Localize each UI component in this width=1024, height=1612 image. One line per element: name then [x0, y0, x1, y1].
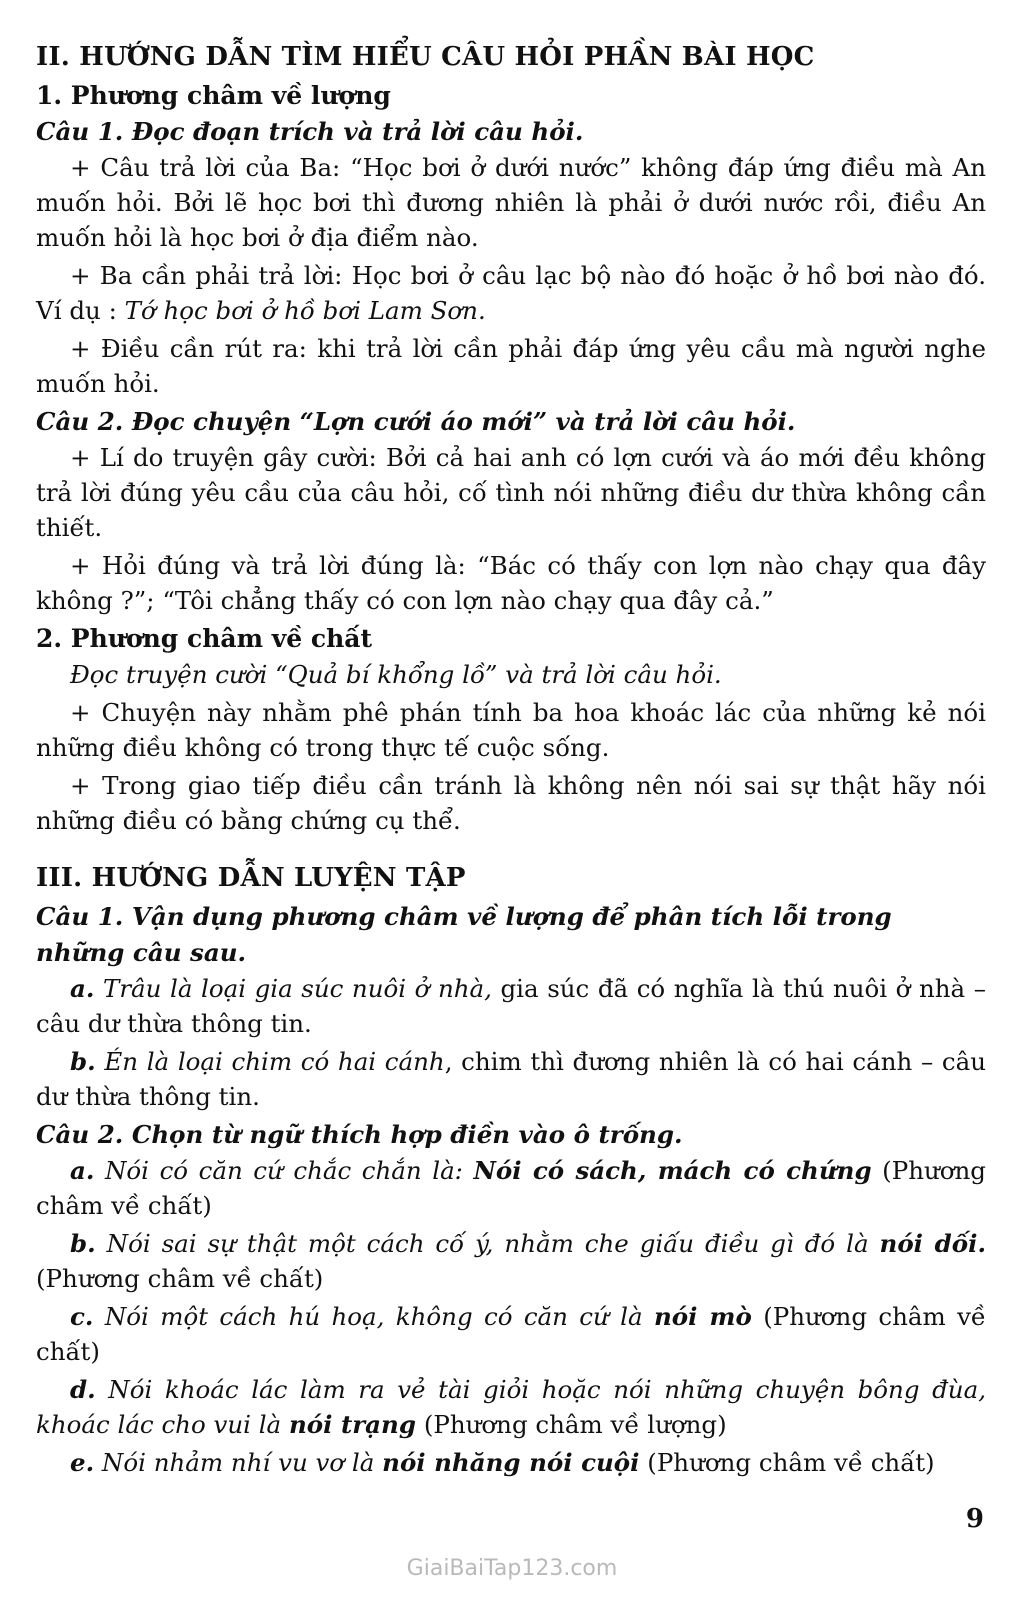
exercise-1-heading: Câu 1. Vận dụng phương châm về lượng để phân tích lỗi trong những câu sau.	[36, 902, 892, 967]
answer-a	[36, 971, 986, 1041]
instruction-text: Đọc truyện cười “Quả bí khổng lồ” và trả lời câu hỏi.	[70, 660, 722, 689]
paragraph: + Chuyện này nhằm phê phán tính ba hoa khoác lác của những kẻ nói những điều không có trong thực tế cuộc sống.	[36, 698, 986, 762]
part-2-heading: 2. Phương châm về chất	[36, 624, 373, 653]
item-label: c.	[70, 1302, 94, 1331]
paragraph: + Lí do truyện gây cười: Bởi cả hai anh có lợn cưới và áo mới đều không trả lời đúng yêu cầu của câu hỏi, cố tình nói những điều dư thừa không cần thiết.	[36, 443, 986, 542]
item-note: (Phương châm về chất)	[36, 1302, 986, 1366]
question-1-heading: Câu 1. Đọc đoạn trích và trả lời câu hỏi.	[36, 117, 584, 146]
question-2-heading: Câu 2. Đọc chuyện “Lợn cưới áo mới” và trả lời câu hỏi.	[36, 407, 796, 436]
item-text: Nói một cách hú hoạ, không có căn cứ là	[104, 1302, 654, 1331]
item-note: (Phương châm về chất)	[36, 1264, 324, 1293]
paragraph: + Hỏi đúng và trả lời đúng là: “Bác có thấy con lợn nào chạy qua đây không ?”; “Tôi chẳng thấy có con lợn nào chạy qua đây cả.”	[36, 551, 986, 615]
fill-item-c	[36, 1299, 986, 1369]
watermark: GiaiBaiTap123.com	[406, 1556, 618, 1581]
explanation: gia súc đã có nghĩa là thú nuôi ở nhà – câu dư thừa thông tin.	[36, 974, 986, 1038]
section-2-heading: II. HƯỚNG DẪN TÌM HIỂU CÂU HỎI PHẦN BÀI HỌC	[36, 42, 815, 72]
spacer	[36, 841, 986, 857]
item-label: a.	[70, 1156, 95, 1185]
example-text: Tớ học bơi ở hồ bơi Lam Sơn.	[124, 296, 486, 325]
item-answer: nói trạng	[288, 1410, 417, 1439]
item-label: b.	[70, 1229, 96, 1258]
textbook-page	[36, 36, 986, 1483]
quoted-sentence: Én là loại chim có hai cánh	[104, 1047, 445, 1076]
paragraph	[36, 258, 986, 328]
fill-item-d	[36, 1372, 986, 1442]
fill-item-e	[36, 1445, 986, 1480]
fill-item-a	[36, 1153, 986, 1223]
paragraph-text: + Ba cần phải trả lời: Học bơi ở câu lạc bộ nào đó hoặc ở hồ bơi nào đó. Ví dụ :	[36, 261, 986, 325]
item-answer: nói nhăng nói cuội	[382, 1448, 640, 1477]
item-answer: Nói có sách, mách có chứng	[473, 1156, 872, 1185]
item-label: e.	[70, 1448, 95, 1477]
item-note: (Phương châm về chất)	[647, 1448, 935, 1477]
item-text: Nói nhảm nhí vu vơ là	[101, 1448, 383, 1477]
part-1-heading: 1. Phương châm về lượng	[36, 81, 391, 110]
item-note: (Phương châm về lượng)	[423, 1410, 727, 1439]
exercise-2-heading: Câu 2. Chọn từ ngữ thích hợp điền vào ô trống.	[36, 1120, 683, 1149]
item-note: (Phương châm về chất)	[36, 1156, 986, 1220]
paragraph: + Điều cần rút ra: khi trả lời cần phải đáp ứng yêu cầu mà người nghe muốn hỏi.	[36, 334, 986, 398]
quoted-sentence: Trâu là loại gia súc nuôi ở nhà,	[102, 974, 492, 1003]
item-answer: nói dối	[879, 1229, 978, 1258]
item-text: Nói khoác lác làm ra vẻ tài giỏi hoặc nói những chuyện bông đùa, khoác lác cho vui là	[36, 1375, 986, 1439]
item-text: Nói có căn cứ chắc chắn là:	[104, 1156, 474, 1185]
item-answer: nói mò	[653, 1302, 752, 1331]
paragraph: + Trong giao tiếp điều cần tránh là không nên nói sai sự thật hãy nói những điều có bằng chứng cụ thể.	[36, 771, 986, 835]
paragraph: + Câu trả lời của Ba: “Học bơi ở dưới nước” không đáp ứng điều mà An muốn hỏi. Bởi lẽ học bơi thì đương nhiên là phải ở dưới nước rồi, điều An muốn hỏi là học bơi ở địa điểm nào.	[36, 153, 986, 252]
item-punct: .	[977, 1229, 986, 1258]
item-label: d.	[70, 1375, 96, 1404]
item-label: b.	[70, 1047, 96, 1076]
item-text: Nói sai sự thật một cách cố ý, nhằm che giấu điều gì đó là	[106, 1229, 880, 1258]
section-3-heading: III. HƯỚNG DẪN LUYỆN TẬP	[36, 863, 466, 893]
explanation: , chim thì đương nhiên là có hai cánh – câu dư thừa thông tin.	[36, 1047, 987, 1111]
page-number: 9	[965, 1504, 984, 1534]
answer-b	[36, 1044, 986, 1114]
item-label: a.	[70, 974, 95, 1003]
fill-item-b	[36, 1226, 986, 1296]
